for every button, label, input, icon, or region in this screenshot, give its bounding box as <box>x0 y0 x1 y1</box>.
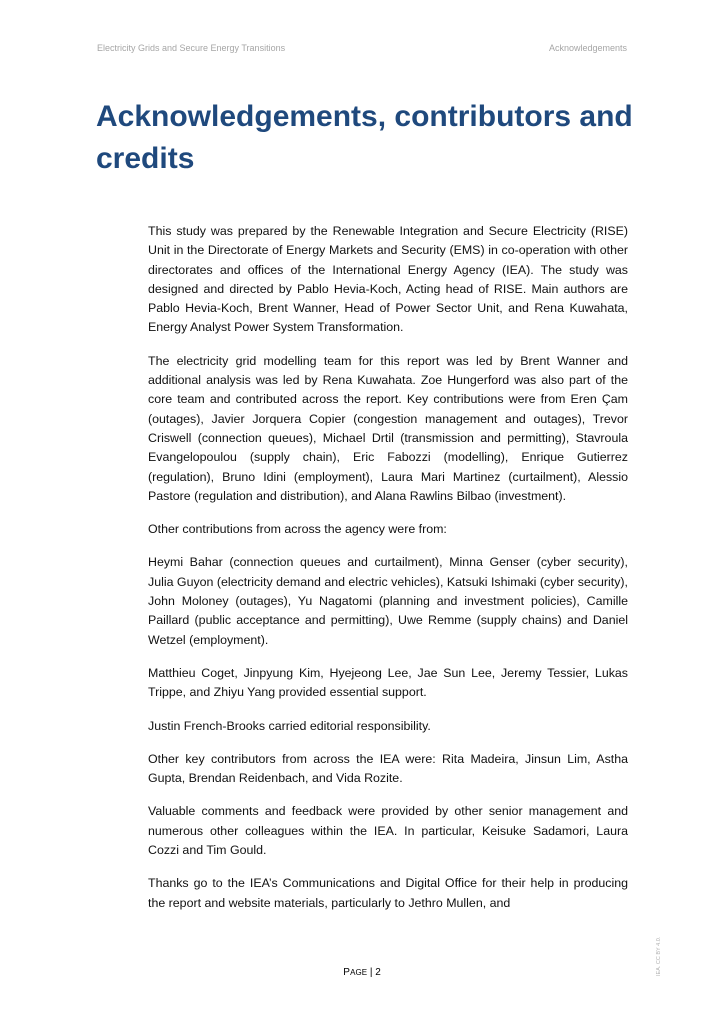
paragraph-essential-support: Matthieu Coget, Jinpyung Kim, Hyejeong Lee, Jae Sun Lee, Jeremy Tessier, Lukas Trippe, and Zhiyu Yang provided essential support. <box>148 665 628 700</box>
page-separator: | <box>367 967 376 978</box>
paragraph-modelling-team: The electricity grid modelling team for this report was led by Brent Wanner and additional analysis was led by Rena Kuwahata. Zoe Hungerford was also part of the core team and contributed across the report. Key contributions were from Eren Çam (outages), Javier Jorquera Copier (congestion management and outages), Trevor Criswell (connection queues), Michael Drtil (transmission and permitting), Stavroula Evangelopoulou (supply chain), Eric Fabozzi (modelling), Enrique Gutierrez (regulation), Bruno Idini (employment), Laura Mari Martinez (curtailment), Alessio Pastore (regulation and distribution), and Alana Rawlins Bilbao (investment). <box>148 353 628 503</box>
running-header-title: Electricity Grids and Secure Energy Transitions <box>97 43 286 53</box>
paragraph-communications-thanks: Thanks go to the IEA’s Communications and Digital Office for their help in producing the report and website materials, particularly to Jethro Mullen, and <box>148 876 628 910</box>
license-note: IEA. CC BY 4.0. <box>656 936 662 976</box>
body-text <box>148 222 628 927</box>
page-label-rest: AGE <box>350 968 368 977</box>
page-label-initial: P <box>343 967 351 978</box>
running-header-section: Acknowledgements <box>548 43 627 53</box>
paragraph-key-contributors: Other key contributors from across the IEA were: Rita Madeira, Jinsun Lim, Astha Gupta, Brendan Reidenbach, and Vida Rozite. <box>148 751 628 786</box>
paragraph-other-contributions-intro: Other contributions from across the agency were from: <box>148 522 447 537</box>
paragraph-comments-feedback: Valuable comments and feedback were provided by other senior management and numerous other colleagues within the IEA. In particular, Keisuke Sadamori, Laura Cozzi and Tim Gould. <box>148 804 628 858</box>
page-title: Acknowledgements, contributors and credits <box>96 100 633 175</box>
page-number: 2 <box>375 967 381 978</box>
page-footer <box>0 967 724 978</box>
paragraph-other-contributors-list: Heymi Bahar (connection queues and curtailment), Minna Genser (cyber security), Julia Guyon (electricity demand and electric vehicles), Katsuki Ishimaki (cyber security), John Moloney (outages), Yu Nagatomi (planning and investment policies), Camille Paillard (public acceptance and permitting), Uwe Remme (supply chains) and Daniel Wetzel (employment). <box>148 555 628 647</box>
paragraph-editorial: Justin French-Brooks carried editorial responsibility. <box>148 718 431 733</box>
paragraph-study-prepared: This study was prepared by the Renewable Integration and Secure Electricity (RISE) Unit in the Directorate of Energy Markets and Security (EMS) in co-operation with other directorates and offices of the International Energy Agency (IEA). The study was designed and directed by Pablo Hevia-Koch, Acting head of RISE. Main authors are Pablo Hevia-Koch, Brent Wanner, Head of Power Sector Unit, and Rena Kuwahata, Energy Analyst Power System Transformation. <box>148 224 628 335</box>
